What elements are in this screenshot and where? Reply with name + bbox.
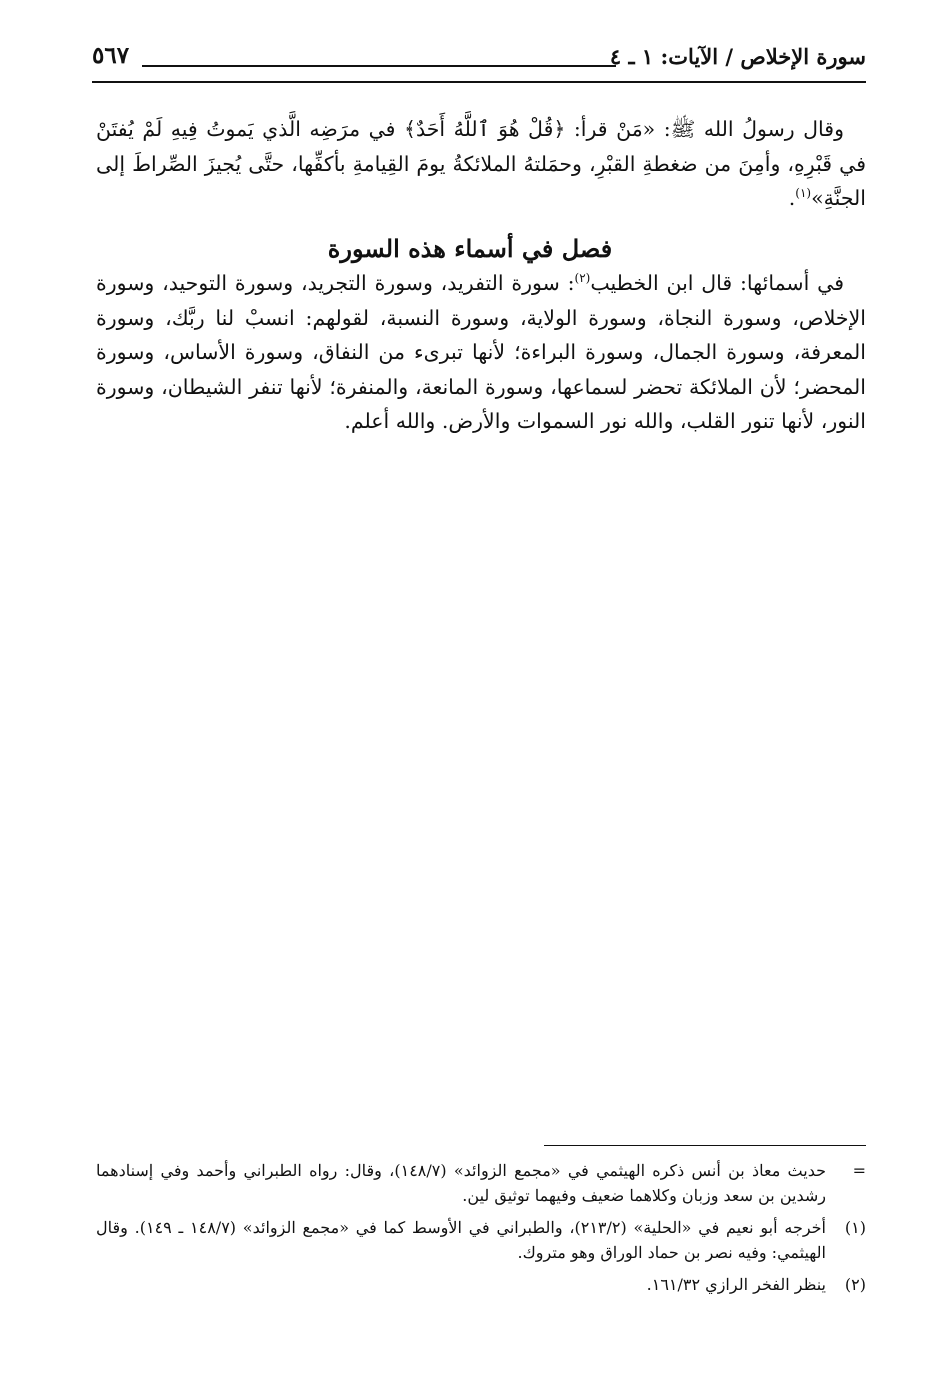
- footnote-2: [96, 1272, 866, 1297]
- footnote-separator: [544, 1145, 866, 1146]
- footnote-marker: (١): [844, 1218, 866, 1237]
- header-rule: [92, 81, 866, 83]
- section-heading: فصل في أسماء هذه السورة: [327, 233, 613, 263]
- running-title: سورة الإخلاص / الآيات: ١ ـ ٤: [609, 44, 866, 69]
- names-text: : سورة التفريد، وسورة التجريد، وسورة التوحيد، وسورة الإخلاص، وسورة النجاة، وسورة الولاية، وسورة النسبة، لقولهم: انسبْ لنا ربَّك، وسورة المعرفة، وسورة الجمال، وسورة البراءة؛ لأنها تبرىء من النفاق، وسورة الأساس، وسورة المحضر؛ لأن الملائكة تحضر لسماعها، وسورة المانعة، والمنفرة؛ لأنها تنفر الشيطان، وسورة النور، لأنها تنور القلب، والله نور السموات والأرض. والله أعلم.: [96, 271, 866, 433]
- header-rule-short: [142, 65, 616, 67]
- footnote-marker: =: [852, 1161, 866, 1180]
- names-intro: في أسمائها: قال ابن الخطيب: [590, 271, 845, 295]
- hadith-paragraph: وقال رسولُ الله ﷺ: «مَنْ قرأ: ﴿قُلْ هُوَ ٱللَّهُ أَحَدٌ﴾ في مرَضِه الَّذي يَموتُ فِيهِ لَمْ يُفتَنْ في قَبْرِهِ، وأمِنَ من ضغطةِ القبْرِ، وحمَلتهُ الملائكةُ يومَ القِيامةِ بأكفِّها، حتَّى يُجيزَ الصِّراطَ إلى الجنَّةِ»$^{(١)}$.: [96, 117, 866, 210]
- footnote-text: أخرجه أبو نعيم في «الحلية» (٢١٣/٢)، والطبراني في الأوسط كما في «مجمع الزوائد» (١٤٨/٧ ـ ١٤٩). وقال الهيثمي: وفيه نصر بن حماد الوراق وهو متروك.: [96, 1218, 826, 1262]
- footnote-ref-2: (٢): [574, 271, 591, 286]
- footnote-text: حديث معاذ بن أنس ذكره الهيثمي في «مجمع الزوائد» (١٤٨/٧)، وقال: رواه الطبراني وأحمد وفي إسنادهما رشدين بن سعد وزبان وكلاهما ضعيف وفيهما توثيق لين.: [96, 1161, 827, 1205]
- names-paragraph: [96, 266, 866, 439]
- hadith-text: وقال رسولُ الله ﷺ: «مَنْ قرأ: ﴿قُلْ هُوَ ٱللَّهُ أَحَدٌ﴾ في مرَضِه الَّذي يَموتُ فِيهِ لَمْ يُفتَنْ في قَبْرِهِ، وأمِنَ من ضغطةِ القبْرِ، وحمَلتهُ الملائكةُ يومَ القِيامةِ بأكفِّها، حتَّى يُجيزَ الصِّراطَ إلى الجنَّةِ»: [96, 117, 866, 210]
- footnote-text: ينظر الفخر الرازي ١٦١/٣٢.: [646, 1275, 826, 1294]
- running-header: [92, 40, 866, 80]
- footnotes: [96, 1158, 866, 1304]
- footnote-continuation: [96, 1158, 866, 1208]
- footnote-1: [96, 1215, 866, 1265]
- main-text: [96, 112, 866, 439]
- page-number: ٥٦٧: [92, 42, 130, 69]
- footnote-ref-1: (١): [795, 186, 812, 201]
- footnote-marker: (٢): [844, 1275, 866, 1294]
